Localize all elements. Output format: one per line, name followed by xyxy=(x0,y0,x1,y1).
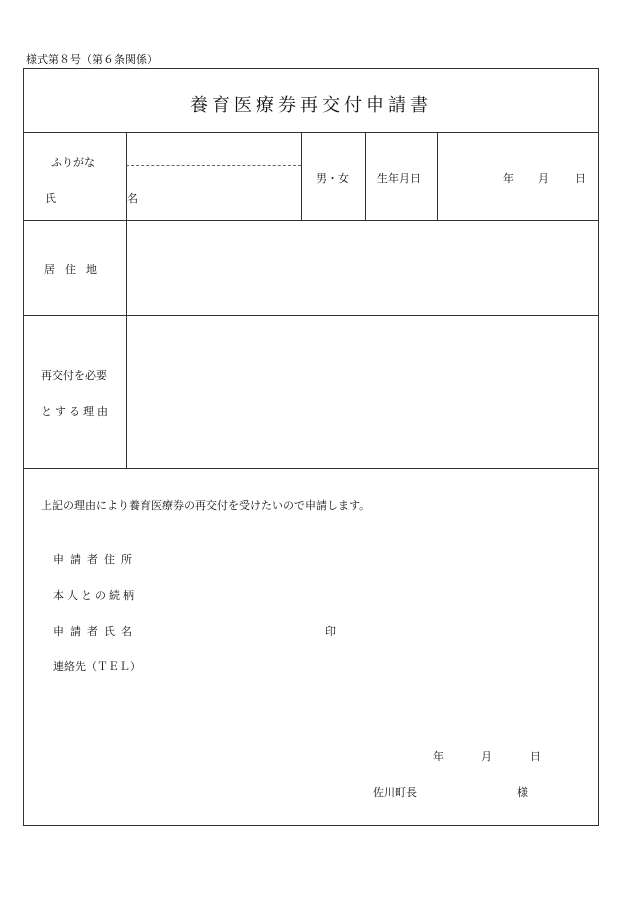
divider-sex-column xyxy=(301,132,302,220)
divider-title xyxy=(24,132,598,133)
residence-field[interactable] xyxy=(128,221,598,314)
statement-text: 上記の理由により養育医療券の再交付を受けたいので申請します。 xyxy=(41,499,371,512)
divider-birth-value-column xyxy=(437,132,438,220)
birth-day-label: 日 xyxy=(575,172,586,185)
applicant-name-label: 申請者氏名 xyxy=(53,625,138,638)
reason-label-line2: とする理由 xyxy=(41,405,111,418)
birth-year-label: 年 xyxy=(503,172,514,185)
sex-label[interactable]: 男・女 xyxy=(316,172,349,185)
reason-label-line1: 再交付を必要 xyxy=(41,369,107,382)
form-title: 養育医療券再交付申請書 xyxy=(190,95,432,116)
birthdate-label: 生年月日 xyxy=(377,172,421,185)
submission-day-label: 日 xyxy=(530,750,541,763)
honorific-label: 様 xyxy=(517,786,528,799)
submission-year-label: 年 xyxy=(433,750,444,763)
furigana-separator xyxy=(126,165,301,166)
applicant-address-label: 申請者住所 xyxy=(53,553,138,566)
addressee-label: 佐川町長 xyxy=(373,786,417,799)
name-field[interactable] xyxy=(128,167,300,219)
submission-month-label: 月 xyxy=(481,750,492,763)
seal-mark: 印 xyxy=(325,625,336,638)
form-number: 様式第８号（第６条関係） xyxy=(26,53,158,66)
divider-reason-row xyxy=(24,468,598,469)
application-form xyxy=(23,68,599,826)
divider-birth-label-column xyxy=(365,132,366,220)
divider-label-column xyxy=(126,132,127,468)
furigana-label: ふりがな xyxy=(51,156,95,169)
birth-month-label: 月 xyxy=(538,172,549,185)
relationship-label: 本人との続柄 xyxy=(53,589,137,602)
reason-field[interactable] xyxy=(128,316,598,467)
furigana-field[interactable] xyxy=(128,133,300,164)
name-label: 氏 名 xyxy=(45,192,168,205)
contact-label: 連絡先（ＴＥＬ） xyxy=(53,660,141,673)
residence-label: 居住地 xyxy=(44,263,107,276)
